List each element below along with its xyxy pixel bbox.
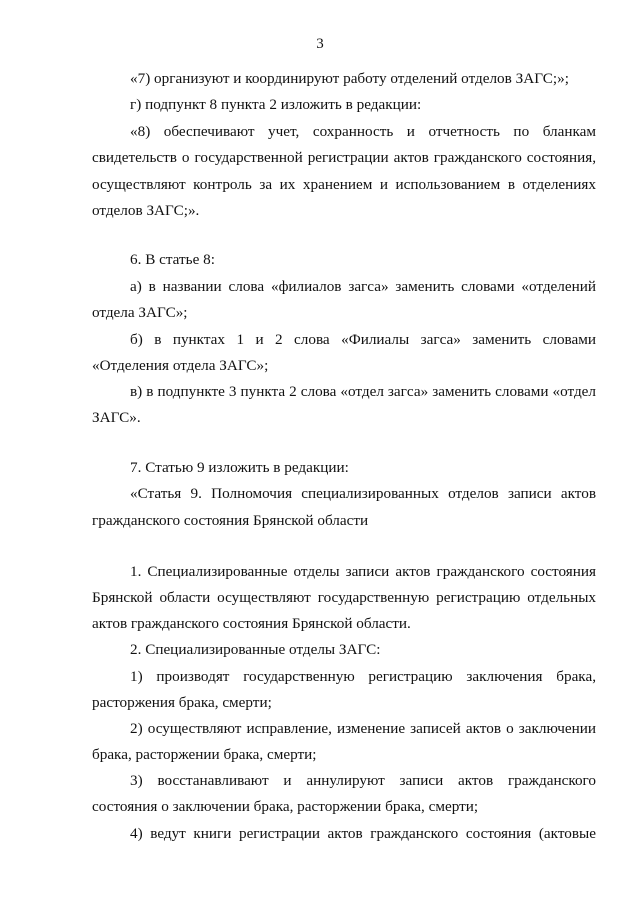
text-line: в) в подпункте 3 пункта 2 слова «отдел загса» заменить словами «отдел: [130, 383, 596, 400]
text-line: 4) ведут книги регистрации актов гражданского состояния (актовые: [130, 825, 596, 842]
text-line: 1) производят государственную регистрацию заключения брака,: [130, 668, 596, 685]
text-line: 3) восстанавливают и аннулируют записи актов гражданского: [130, 772, 596, 789]
text-line: «8) обеспечивают учет, сохранность и отчетность по бланкам: [130, 123, 596, 140]
text-line: состояния о заключении брака, расторжении брака, смерти;: [92, 798, 479, 815]
text-line: б) в пунктах 1 и 2 слова «Филиалы загса» заменить словами: [130, 331, 596, 348]
text-line: гражданского состояния Брянской области: [92, 512, 369, 529]
text-line: отдела ЗАГС»;: [92, 304, 188, 321]
text-line: 2. Специализированные отделы ЗАГС:: [130, 641, 381, 658]
text-line: свидетельств о государственной регистрации актов гражданского состояния,: [92, 149, 596, 166]
text-line: а) в названии слова «филиалов загса» заменить словами «отделений: [130, 278, 596, 295]
text-line: г) подпункт 8 пункта 2 изложить в редакции:: [130, 96, 422, 113]
text-line: «7) организуют и координируют работу отделений отделов ЗАГС;»;: [130, 70, 569, 87]
text-line: расторжения брака, смерти;: [92, 694, 272, 711]
text-line: 1. Специализированные отделы записи актов гражданского состояния: [130, 563, 596, 580]
text-line: осуществляют контроль за их хранением и использованием в отделениях: [92, 176, 596, 193]
text-line: «Отделения отдела ЗАГС»;: [92, 357, 269, 374]
text-line: 7. Статью 9 изложить в редакции:: [130, 459, 349, 476]
text-line: ЗАГС».: [92, 409, 141, 426]
text-line: брака, расторжении брака, смерти;: [92, 746, 317, 763]
text-line: актов гражданского состояния Брянской области.: [92, 615, 411, 632]
text-line: отделов ЗАГС;».: [92, 202, 200, 219]
text-line: 6. В статье 8:: [130, 251, 215, 268]
page-number: 3: [316, 36, 324, 52]
text-line: Брянской области осуществляют государственную регистрацию отдельных: [92, 589, 596, 606]
text-line: 2) осуществляют исправление, изменение записей актов о заключении: [130, 720, 596, 737]
text-line: «Статья 9. Полномочия специализированных отделов записи актов: [130, 485, 596, 502]
